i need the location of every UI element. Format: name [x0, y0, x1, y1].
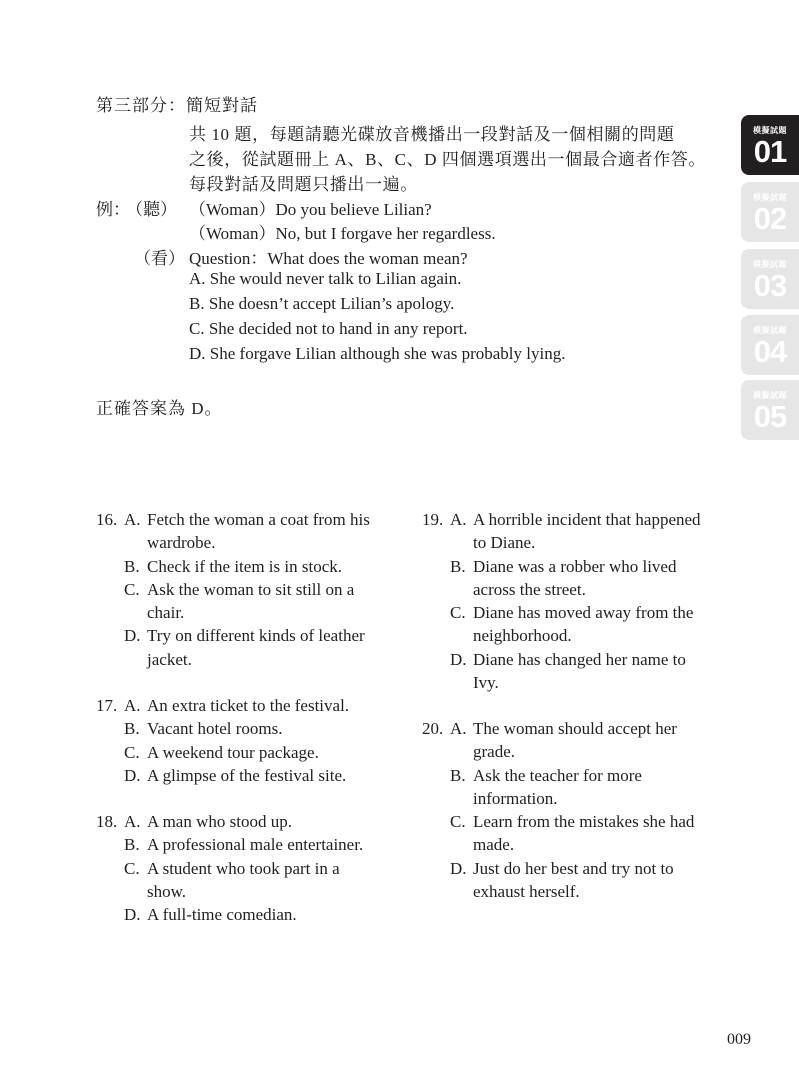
tab-test-05[interactable] — [741, 380, 799, 440]
tab-number: 04 — [753, 334, 787, 369]
option-letter: D. — [450, 858, 467, 878]
option-text: Check if the item is in stock. — [147, 556, 342, 576]
option-text: A weekend tour package. — [147, 742, 319, 762]
option-letter: B. — [450, 765, 466, 785]
option-text: Diane has moved away from the — [473, 603, 694, 623]
example-dialogue-line-1: （Woman）Do you believe Lilian? — [189, 200, 432, 219]
option-text: made. — [473, 835, 515, 855]
tab-test-02[interactable] — [741, 182, 799, 242]
tab-label: 模擬試題 — [753, 326, 787, 335]
tab-number: 05 — [753, 399, 787, 434]
option-text: Diane has changed her name to — [473, 649, 686, 669]
option-text: Try on different kinds of leather — [147, 626, 365, 646]
option-text: neighborhood. — [473, 626, 572, 646]
option-text: Diane was a robber who lived — [473, 556, 677, 576]
option-letter: C. — [450, 603, 466, 623]
tab-number: 02 — [753, 201, 787, 236]
option-text: Learn from the mistakes she had — [473, 812, 695, 832]
option-text: Vacant hotel rooms. — [147, 719, 283, 739]
tab-label: 模擬試題 — [753, 193, 787, 202]
option-text: exhaust herself. — [473, 882, 580, 902]
option-letter: B. — [124, 835, 140, 855]
option-letter: A. — [124, 812, 141, 831]
question-number: 19. — [422, 510, 444, 529]
option-letter: C. — [124, 858, 140, 878]
option-text: across the street. — [473, 579, 586, 599]
option-text: Ivy. — [473, 673, 499, 693]
option-letter: B. — [124, 719, 140, 739]
example-option-b: B. She doesn’t accept Lilian’s apology. — [189, 294, 455, 313]
option-text: Just do her best and try not to — [473, 858, 674, 878]
option-text: A horrible incident that happened — [473, 510, 701, 529]
option-letter: A. — [124, 696, 141, 715]
option-letter: D. — [124, 626, 141, 646]
option-letter: D. — [124, 765, 141, 785]
option-letter: C. — [450, 812, 466, 832]
tab-test-04[interactable] — [741, 315, 799, 375]
example-question: Question：What does the woman mean? — [189, 249, 468, 268]
question-number: 18. — [96, 812, 118, 831]
question-number: 17. — [96, 696, 118, 715]
option-text: Ask the woman to sit still on a — [147, 579, 355, 599]
tab-label: 模擬試題 — [753, 391, 787, 400]
option-text: The woman should accept her — [473, 719, 677, 738]
example-option-c: C. She decided not to hand in any report. — [189, 319, 468, 338]
option-letter: C. — [124, 742, 140, 762]
option-text: A full-time comedian. — [147, 905, 297, 925]
option-text: A man who stood up. — [147, 812, 292, 831]
page-number: 009 — [727, 1031, 751, 1048]
option-text: A glimpse of the festival site. — [147, 765, 347, 785]
option-text: information. — [473, 788, 558, 808]
example-listen-tag: （聽） — [126, 200, 177, 219]
question-number: 16. — [96, 510, 118, 529]
section-title: 第三部分：簡短對話 — [96, 96, 258, 115]
option-letter: D. — [450, 649, 467, 669]
option-text: chair. — [147, 603, 185, 623]
tab-number: 01 — [753, 134, 787, 169]
instruction-line-1: 共 10 題，每題請聽光碟放音機播出一段對話及一個相關的問題 — [189, 125, 675, 144]
option-text: Ask the teacher for more — [473, 765, 642, 785]
tab-test-03[interactable] — [741, 249, 799, 309]
example-dialogue-line-2: （Woman）No, but I forgave her regardless. — [189, 224, 496, 243]
option-letter: B. — [124, 556, 140, 576]
option-text: A student who took part in a — [147, 858, 340, 878]
tab-test-01[interactable] — [741, 115, 799, 175]
option-text: grade. — [473, 742, 516, 762]
option-text: to Diane. — [473, 533, 536, 553]
option-text: wardrobe. — [147, 533, 216, 553]
instruction-line-3: 每段對話及問題只播出一遍。 — [189, 175, 418, 194]
option-letter: A. — [124, 510, 141, 529]
question-number: 20. — [422, 719, 444, 738]
option-letter: A. — [450, 510, 467, 529]
tab-label: 模擬試題 — [753, 260, 787, 269]
example-answer: 正確答案為 D。 — [96, 399, 223, 418]
option-text: Fetch the woman a coat from his — [147, 510, 370, 529]
option-letter: A. — [450, 719, 467, 738]
option-letter: C. — [124, 579, 140, 599]
tab-label: 模擬試題 — [753, 126, 787, 135]
example-look-tag: （看） — [134, 249, 185, 268]
option-text: show. — [147, 881, 187, 901]
example-option-a: A. She would never talk to Lilian again. — [189, 269, 462, 288]
example-label: 例： — [96, 200, 130, 219]
option-letter: B. — [450, 556, 466, 576]
option-text: A professional male entertainer. — [147, 835, 364, 855]
option-text: An extra ticket to the festival. — [147, 696, 350, 715]
option-letter: D. — [124, 905, 141, 925]
option-text: jacket. — [147, 649, 192, 669]
example-option-d: D. She forgave Lilian although she was probably lying. — [189, 344, 566, 363]
tab-number: 03 — [753, 268, 787, 303]
instruction-line-2: 之後，從試題冊上 A、B、C、D 四個選項選出一個最合適者作答。 — [189, 150, 706, 169]
